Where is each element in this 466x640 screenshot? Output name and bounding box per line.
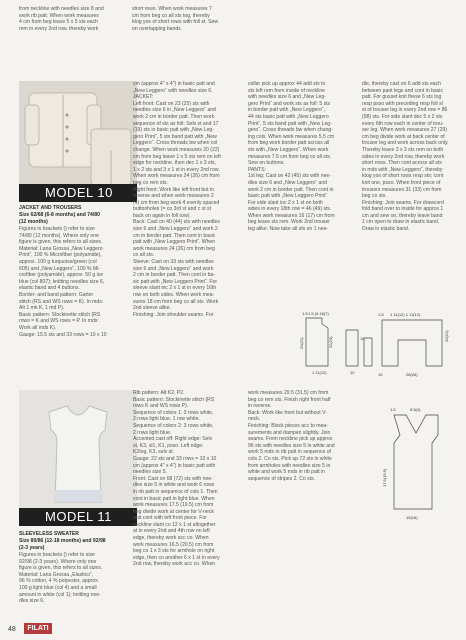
- jacket-schematic: [300, 310, 380, 380]
- finishing-instructions: dle, thereby cast on 6 add sts each between pant legs and cont in basic patt. For gusset knit these 6 sts tog resp psso with preceding resp foll st st of trouser leg in every 2nd row = 86 (98) sts. For side slant dec 5 x 2 sts every 6th row each in center of trou- ser leg. When work measures 27 (29) cm beg divide work at back center of trouser leg and work across back only. Thereby leave 3 x 3 sts rem on both sides in every 2nd row, thereby work short rows. Then cont across all sts in mds with „New Leggero“, thereby ktog yos of short rows resp sts; cont knit one, psso. When front piece of trousers measures 31 (33) cm from beg co sts. Finishing: Join seams. For drawcord fold band over to inside for approx 1 cm and sew on, thereby leave band 1 cm open to draw in elastic band. Draw in elastic band.: [362, 81, 449, 233]
- svg-text:15(16): 15(16): [406, 515, 418, 520]
- magazine-logo: FILATI: [24, 623, 52, 634]
- trousers-schematic-drawing: [376, 310, 456, 380]
- jacket-schematic-drawing: [300, 310, 380, 380]
- svg-text:17.5(19.5): 17.5(19.5): [382, 468, 387, 487]
- model11-sizes: Size 80/86 (12-18 months) and 92/98 (2-3 years): [19, 538, 106, 551]
- jacket-instructions: cm (approx 4" x 4") in basic patt and „New Leggero“ with needles size 6. JACKET: Left front: Cast on 23 (25) sts with needles size 6 in „New Leggero“ and work 2 cm in border patt. Then work sequence of sts as foll: Selv st and 17 (19) sts in basic patt with „New Leg- gero Print“, 5 sts band patt with „New Leggero“. Cross threads bw when col change. When work measures 20 (22) cm from beg leave 1 x 5 sts rem on left edge for neckline, then dec 1 x 3 sts, 1 x 2 sts and 3 x 1 st in every 2nd row. When work measures 24 (26) cm from beg co rem sts. Right front: Work like left front but in reverse and when work measures 2 (4) cm from beg work 4 evenly spaced buttonholes (= co 3rd st and c st st back on again in foll row). Back: Cast on 40 (44) sts with needles size 6 and „New Leggero“ and work 2 cm in border patt. Then cont in basic patt with „New Leggero Print“. When work measures 24 (26) cm from beg co all sts. Sleeve: Cast on 33 sts with needles size 6 and „New Leggero“ and work 2 cm in border patt. Then cont in ba- sic patt with „New Leggero Print“. For sleeve slant inc 2 x 1 st in every 16th row on both sides. When work mea- sures 18 cm from beg co all sts. Work 2nd sleeve alike. Finishing: Join shoulder seams. For: [133, 81, 221, 318]
- model10-title: JACKET AND TROUSERS: [19, 205, 82, 211]
- trousers-schematic: [376, 310, 456, 380]
- svg-text:1.5: 1.5: [390, 407, 396, 412]
- top-text-col2: short rows. When work measures 7 cm from beg co all sts tog, thereby ktog yos of short rows with foll st. Sew on overlapping bands.: [132, 6, 219, 32]
- model10-photo: [19, 81, 137, 202]
- svg-text:20(22): 20(22): [299, 337, 304, 349]
- model11-title: SLEEVELESS SWEATER: [19, 531, 79, 537]
- sweater-instructions: Rib pattern: Alt K2, P2. Basic pattern: Stockinette stitch (RS rows K and WS rows P). Sequence of colors 1: 3 rows white, 2 rows light blue, 1 row white. Sequence of colors 2: 3 rows white, 2 rows light blue. Accented cast off: Right edge: Selv st, K3, sl1, K1, psso. Left edge: K2tog, K3, selv st. Gauge: 22 sts and 33 rows = 10 x 10 cm (approx 4" x 4") in basic patt with needles size 5. Front: Cast on 68 (72) sts with nee- dles size 5 in white and work 6 rows in rib patt in sequence of cols 1. Then cont in basic patt in light blue. When work measures 17.5 (19.5) cm from beg divide work at center for V-neck and cont with left front piece. For neckline slant co 12 x 1 st altogether at in every 2nd and 4th row on left edge, thereby work acc co. When work measures 16.5 (20.5) cm from beg co 1 x 3 sts for armhole on right edge, then co another 6 x 1 st in every 2nd row, thereby work acc co. When: [133, 390, 220, 568]
- svg-text:10: 10: [378, 372, 383, 377]
- svg-text:1.5: 1.5: [378, 312, 384, 317]
- model10-sizes: Size 62/68 (6-8 months) and 74/80 (12 months): [19, 212, 100, 225]
- svg-text:1.5: 1.5: [302, 311, 308, 316]
- model11-label: MODEL 11: [19, 508, 137, 526]
- top-text-col1: from neckline with needles size 8 and work rib patt. When work measures 4 cm from beg leave 5 x 5 sts each rem in every 2nd row, thereby work: [19, 6, 104, 32]
- model10-body: Figures in brackets () refer to size 74/80 (12 months). Where only one figure is given, this refers to all sizes. Material: Lana Grossa „New Leggero Print“, 100 % Microfiber (polyamide), approx. 100 g turquoise/green (col 605) and „New Leggero“, 100 % Mi- crofiber (polyamide), approx. 50 g ice blue (col 807); knitting needles size 6, elastic band and 4 buttons. Border- and band pattern: Garter stitch (RS and WS rows = K). In mds: Alt 1 mk K, 1 md P). Basic pattern: Stockinette stitch (RS rows = K and WS rows = P. In mds: Work all mds K). Gauge: 15.5 sts and 33 rows = 10 x 10: [19, 226, 107, 338]
- svg-text:1 11(12) 1 11(12): 1 11(12) 1 11(12): [390, 312, 421, 317]
- sweater-schematic-drawing: [380, 405, 450, 525]
- model11-photo: [19, 390, 137, 526]
- svg-text:22(24): 22(24): [328, 336, 333, 348]
- page-number: 48: [8, 626, 16, 633]
- sweater-image: [19, 390, 137, 526]
- svg-text:1.5 (5.16(7): 1.5 (5.16(7): [308, 311, 329, 316]
- svg-text:10: 10: [350, 370, 355, 375]
- pants-instructions: collar pick up approx 44 add sts to sts left rem from inside of neckline with needles size 6 and „New Leg- gero Print“ and work sts as foll: 5 sts in border patt with „New Leggero“, 44 sts basic patt with „New Leggero Print“, 5 sts band patt with „New Leg- gero“. Cross threads bw when chang- ing cols. When work measures 5.5 cm from beg work border patt across all sts with „New Leggero“. When work measures 7.5 cm from beg co all sts. Sew on buttons. PANTS: 1st leg: Cast on 42 (45) sts with nee- dles size 6 and „New Leggero“ and work 2 cm in border patt. Then cont in basic patt with „New Leggero Print“. For side slant inc 2 x 1 st on both sides in every 18th row = 46 (49) sts. When work measures 16 (17) cm from beg leave sts rem. Work 2nd trouser leg alike. Now take all sts on 1 nee-: [248, 81, 335, 233]
- sweater-finishing: work measures 29.5 (31.5) cm from beg co rem sts. Finish right front half in reverse. Back: Work like front but without V- neck. Finishing: Block pieces acc to mea- surements and dampen slightly. Join seams. From neckline pick up approx 96 sts with needles size 5 in white and work 5 mds in rib patt in sequence of cols 2. Co sts. Pick up 72 sts in white from armholes with needles size 5 in white and work 5 mds in rib patt in sequence of stripes 2. Co sts.: [248, 390, 335, 482]
- svg-text:20(21): 20(21): [444, 330, 449, 342]
- svg-text:11: 11: [360, 336, 365, 341]
- sweater-schematic: [380, 405, 450, 525]
- model10-label: MODEL 10: [19, 184, 137, 202]
- model11-body: Figures in brackets () refer to size 92/98 (2-3 years). Where only one figure is given, this refers to all sizes. Material: Lana Grossa „Elastico“, 96 % cotton, 4 % polyester, approx. 100 g light blue (col 4) and a small amount in white (col 1); knitting nee- dles size 6.: [19, 552, 103, 605]
- svg-text:28(26): 28(26): [406, 372, 418, 377]
- svg-text:1 11(12): 1 11(12): [312, 370, 327, 375]
- svg-text:5.5(4): 5.5(4): [410, 407, 421, 412]
